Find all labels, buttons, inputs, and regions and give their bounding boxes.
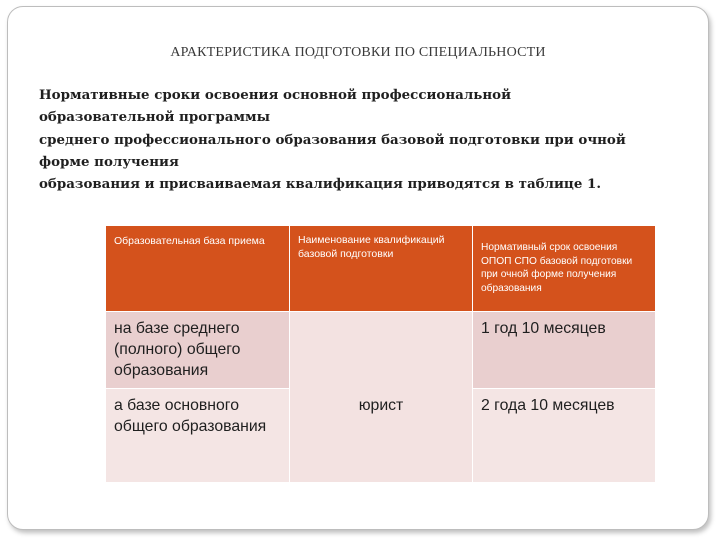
qualification-text: юрист — [358, 397, 404, 414]
cell-qualification — [290, 312, 473, 483]
intro-line: Нормативные сроки освоения основной профессиональной — [39, 87, 512, 103]
cell-duration: 2 года 10 месяцев — [473, 389, 656, 483]
slide-title: АРАКТЕРИСТИКА ПОДГОТОВКИ ПО СПЕЦИАЛЬНОСТИ — [170, 45, 546, 60]
intro-line: образовательной программы — [39, 109, 271, 126]
intro-line: форме получения — [39, 153, 179, 170]
intro-line: среднего профессионального образования базовой подготовки при очной — [39, 131, 626, 148]
header-cell-duration: Нормативный срок освоения ОПОП СПО базовой подготовки при очной форме получения образования — [473, 226, 656, 312]
table-row — [106, 312, 656, 389]
header-cell-base: Образовательная база приема — [106, 226, 290, 312]
header-cell-qualification: Наименование квалификаций базовой подготовки — [290, 226, 473, 312]
intro-paragraph — [39, 84, 699, 195]
cell-duration: 1 год 10 месяцев — [473, 312, 656, 389]
table-header-row — [106, 226, 656, 312]
cell-base: а базе основного общего образования — [106, 389, 290, 483]
norm-table — [105, 225, 656, 483]
intro-line: образования и присваиваемая квалификация приводятся в таблице 1. — [39, 176, 601, 193]
slide — [7, 6, 709, 530]
cell-base: на базе среднего (полного) общего образования — [106, 312, 290, 389]
